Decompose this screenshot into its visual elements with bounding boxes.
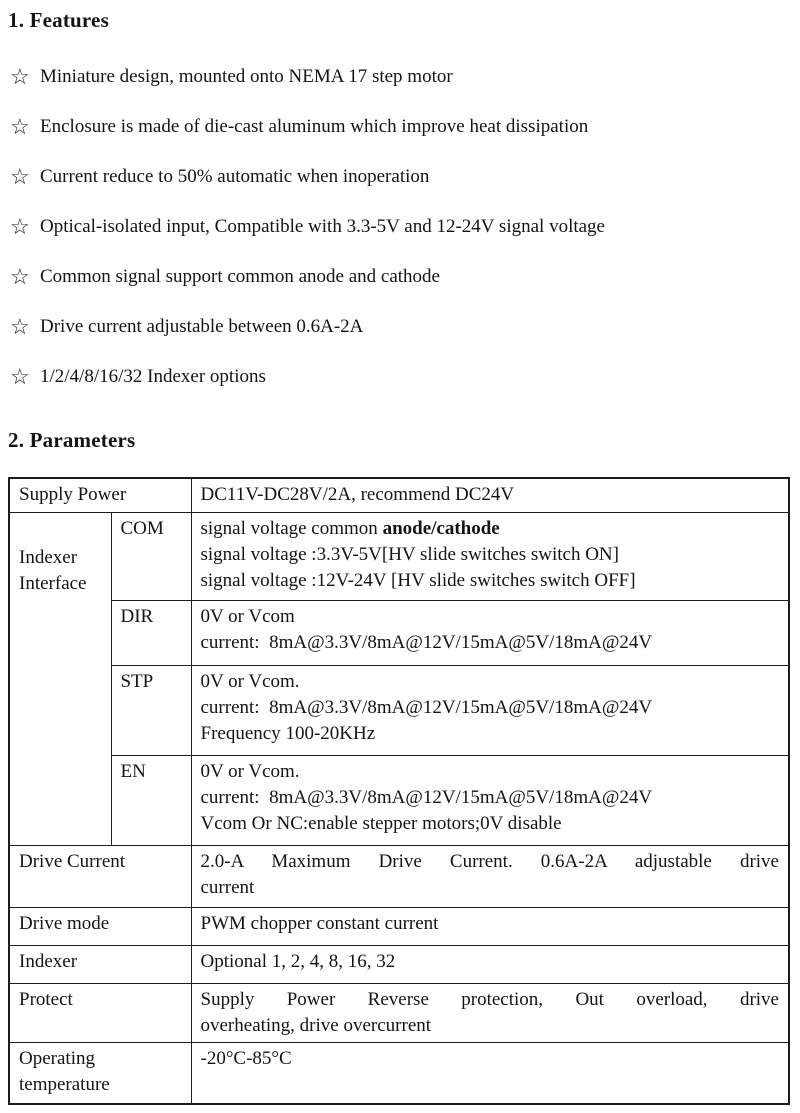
param-value-supply-power bbox=[191, 478, 789, 512]
param-label-supply-power bbox=[9, 478, 191, 512]
feature-text: Common signal support common anode and cathode bbox=[40, 266, 440, 287]
drive-current-line-2: current bbox=[200, 876, 255, 898]
feature-item bbox=[10, 52, 794, 102]
param-label-indexer bbox=[9, 945, 191, 983]
features-list bbox=[10, 52, 794, 402]
features-heading: 1. Features bbox=[8, 8, 109, 32]
feature-item bbox=[10, 302, 794, 352]
feature-text: Enclosure is made of die-cast aluminum which improve heat dissipation bbox=[40, 116, 589, 137]
param-label-indexer-interface bbox=[9, 512, 111, 845]
param-label-text: Supply Power bbox=[19, 484, 127, 505]
com-line1-bold: anode/cathode bbox=[382, 517, 500, 539]
com-line-2: signal voltage :3.3V-5V[HV slide switches switch ON] bbox=[200, 543, 619, 565]
row-drive-current bbox=[9, 845, 789, 907]
parameters-heading: 2. Parameters bbox=[8, 428, 136, 452]
param-value-drive-mode bbox=[191, 907, 789, 945]
param-value-com bbox=[191, 512, 789, 600]
star-bullet-icon: ☆ bbox=[10, 64, 30, 89]
feature-item bbox=[10, 152, 794, 202]
stp-line-1: 0V or Vcom. bbox=[200, 670, 300, 692]
en-line-1: 0V or Vcom. bbox=[200, 760, 300, 782]
com-line-3: signal voltage :12V-24V [HV slide switches switch OFF] bbox=[200, 569, 636, 591]
drive-current-line-1: 2.0-A Maximum Drive Current. 0.6A-2A adjustable drive bbox=[200, 850, 779, 872]
star-bullet-icon: ☆ bbox=[10, 264, 30, 289]
dir-line-1: 0V or Vcom bbox=[200, 605, 295, 627]
feature-item bbox=[10, 252, 794, 302]
com-line-1 bbox=[201, 516, 780, 542]
row-en bbox=[9, 755, 789, 845]
parameters-table bbox=[8, 477, 790, 1105]
stp-line-2: current: 8mA@3.3V/8mA@12V/15mA@5V/18mA@24V bbox=[200, 696, 653, 718]
row-operating-temperature bbox=[9, 1042, 789, 1104]
row-protect bbox=[9, 983, 789, 1042]
feature-item bbox=[10, 202, 794, 252]
feature-item bbox=[10, 102, 794, 152]
param-label-text: Indexer Interface bbox=[19, 546, 87, 594]
param-value-text: -20°C-85°C bbox=[200, 1047, 292, 1069]
en-line-2: current: 8mA@3.3V/8mA@12V/15mA@5V/18mA@24V bbox=[200, 786, 653, 808]
feature-text: Drive current adjustable between 0.6A-2A bbox=[40, 316, 364, 337]
param-label-drive-current bbox=[9, 845, 191, 907]
param-value-indexer bbox=[191, 945, 789, 983]
param-value-operating-temperature bbox=[191, 1042, 789, 1104]
row-drive-mode bbox=[9, 907, 789, 945]
param-label-text: Drive Current bbox=[19, 850, 126, 872]
param-value-text: PWM chopper constant current bbox=[200, 912, 439, 934]
star-bullet-icon: ☆ bbox=[10, 314, 30, 339]
feature-text: 1/2/4/8/16/32 Indexer options bbox=[40, 366, 266, 387]
signal-name-stp bbox=[111, 665, 191, 755]
star-bullet-icon: ☆ bbox=[10, 214, 30, 239]
signal-name-en bbox=[111, 755, 191, 845]
param-value-drive-current bbox=[191, 845, 789, 907]
star-bullet-icon: ☆ bbox=[10, 164, 30, 189]
signal-name-text: DIR bbox=[120, 605, 154, 627]
param-value-dir bbox=[191, 600, 789, 665]
param-value-text: DC11V-DC28V/2A, recommend DC24V bbox=[200, 484, 515, 505]
feature-text: Current reduce to 50% automatic when inoperation bbox=[40, 166, 430, 187]
row-supply-power bbox=[9, 478, 789, 512]
param-label-operating-temperature bbox=[9, 1042, 191, 1104]
stp-line-3: Frequency 100-20KHz bbox=[200, 722, 376, 744]
param-label-text: Operating temperature bbox=[19, 1047, 110, 1095]
param-value-en bbox=[191, 755, 789, 845]
protect-line-2: overheating, drive overcurrent bbox=[200, 1014, 432, 1036]
signal-name-dir bbox=[111, 600, 191, 665]
signal-name-text: STP bbox=[120, 670, 154, 692]
dir-line-2: current: 8mA@3.3V/8mA@12V/15mA@5V/18mA@24V bbox=[200, 631, 653, 653]
feature-text: Optical-isolated input, Compatible with 3.3-5V and 12-24V signal voltage bbox=[40, 216, 605, 237]
feature-item bbox=[10, 352, 794, 402]
param-label-text: Indexer bbox=[19, 950, 78, 972]
row-indexer bbox=[9, 945, 789, 983]
signal-name-text: COM bbox=[120, 517, 164, 539]
param-value-text: Optional 1, 2, 4, 8, 16, 32 bbox=[200, 950, 396, 972]
en-line-3: Vcom Or NC:enable stepper motors;0V disable bbox=[200, 812, 562, 834]
star-bullet-icon: ☆ bbox=[10, 114, 30, 139]
signal-name-com bbox=[111, 512, 191, 600]
param-label-text: Protect bbox=[19, 988, 73, 1010]
param-label-drive-mode bbox=[9, 907, 191, 945]
param-label-protect bbox=[9, 983, 191, 1042]
com-line1-prefix: signal voltage common bbox=[200, 517, 383, 539]
row-dir bbox=[9, 600, 789, 665]
signal-name-text: EN bbox=[120, 760, 146, 782]
feature-text: Miniature design, mounted onto NEMA 17 step motor bbox=[40, 66, 453, 87]
row-com bbox=[9, 512, 789, 600]
protect-line-1: Supply Power Reverse protection, Out overload, drive bbox=[200, 988, 779, 1010]
param-value-stp bbox=[191, 665, 789, 755]
param-value-protect bbox=[191, 983, 789, 1042]
star-bullet-icon: ☆ bbox=[10, 364, 30, 389]
param-label-text: Drive mode bbox=[19, 912, 110, 934]
row-stp bbox=[9, 665, 789, 755]
